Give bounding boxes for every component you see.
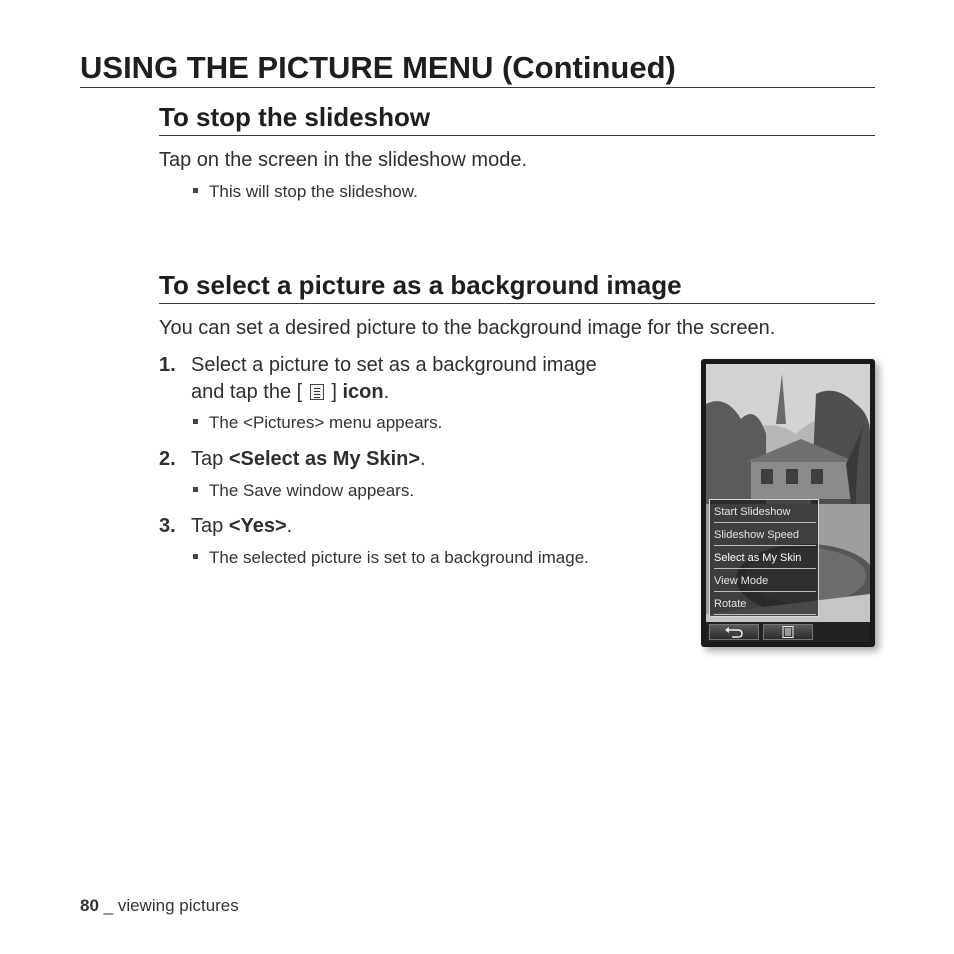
step-number: 3. bbox=[159, 515, 176, 537]
bullet-marker bbox=[193, 487, 198, 492]
step-number: 1. bbox=[159, 354, 176, 376]
device-screen bbox=[706, 364, 870, 642]
step1-period: . bbox=[383, 381, 390, 403]
stop-instruction: Tap on the screen in the slideshow mode. bbox=[159, 149, 527, 171]
section-rule bbox=[159, 303, 875, 304]
step3-bold: <Yes> bbox=[228, 515, 287, 537]
step1-line2-pre: and tap the [ bbox=[191, 381, 303, 403]
step-number: 2. bbox=[159, 448, 176, 470]
back-arrow-icon bbox=[724, 626, 744, 638]
bullet-text: The selected picture is set to a background image. bbox=[209, 548, 589, 567]
footer-text: _ viewing pictures bbox=[98, 896, 239, 915]
menu-icon bbox=[310, 384, 324, 400]
menu-list-icon bbox=[782, 626, 794, 638]
step3-bullet bbox=[193, 548, 589, 568]
back-button[interactable] bbox=[709, 624, 759, 640]
background-intro: You can set a desired picture to the background image for the screen. bbox=[159, 317, 776, 339]
bullet-marker bbox=[193, 188, 198, 193]
menu-item-view-mode[interactable]: View Mode bbox=[714, 570, 816, 592]
step2-period: . bbox=[420, 448, 426, 470]
device-illustration bbox=[701, 359, 875, 647]
menu-item-select-as-my-skin[interactable]: Select as My Skin bbox=[714, 547, 816, 569]
step3-period: . bbox=[286, 515, 293, 537]
stop-bullet bbox=[193, 182, 418, 202]
pictures-menu bbox=[709, 499, 819, 617]
title-rule bbox=[80, 87, 875, 88]
page-footer bbox=[80, 896, 239, 916]
step3-pre: Tap bbox=[191, 515, 229, 537]
section-rule bbox=[159, 135, 875, 136]
page-title: USING THE PICTURE MENU (Continued) bbox=[80, 50, 676, 85]
section-title-background: To select a picture as a background image bbox=[159, 270, 682, 300]
step1-line1: Select a picture to set as a background image bbox=[191, 354, 597, 376]
bullet-marker bbox=[193, 554, 198, 559]
menu-item-rotate[interactable]: Rotate bbox=[714, 593, 816, 615]
step2-bold: <Select as My Skin> bbox=[228, 448, 421, 470]
step1-line2 bbox=[191, 381, 389, 404]
step1-line2-post: ] bbox=[331, 381, 337, 403]
bullet-text: The Save window appears. bbox=[209, 481, 415, 500]
menu-button[interactable] bbox=[763, 624, 813, 640]
menu-item-start-slideshow[interactable]: Start Slideshow bbox=[714, 501, 816, 523]
section-title-stop-slideshow: To stop the slideshow bbox=[159, 102, 431, 132]
step1-icon-word: icon bbox=[342, 381, 384, 403]
bullet-marker bbox=[193, 419, 198, 424]
bullet-text: The <Pictures> menu appears. bbox=[209, 413, 443, 432]
menu-item-slideshow-speed[interactable]: Slideshow Speed bbox=[714, 524, 816, 546]
step2-pre: Tap bbox=[191, 448, 229, 470]
step3-text bbox=[191, 515, 292, 538]
page-number: 80 bbox=[80, 896, 99, 915]
step1-bullet bbox=[193, 413, 442, 433]
step2-bullet bbox=[193, 481, 414, 501]
bullet-text: This will stop the slideshow. bbox=[209, 182, 418, 201]
device-button-bar bbox=[706, 622, 870, 642]
step2-text bbox=[191, 448, 426, 471]
